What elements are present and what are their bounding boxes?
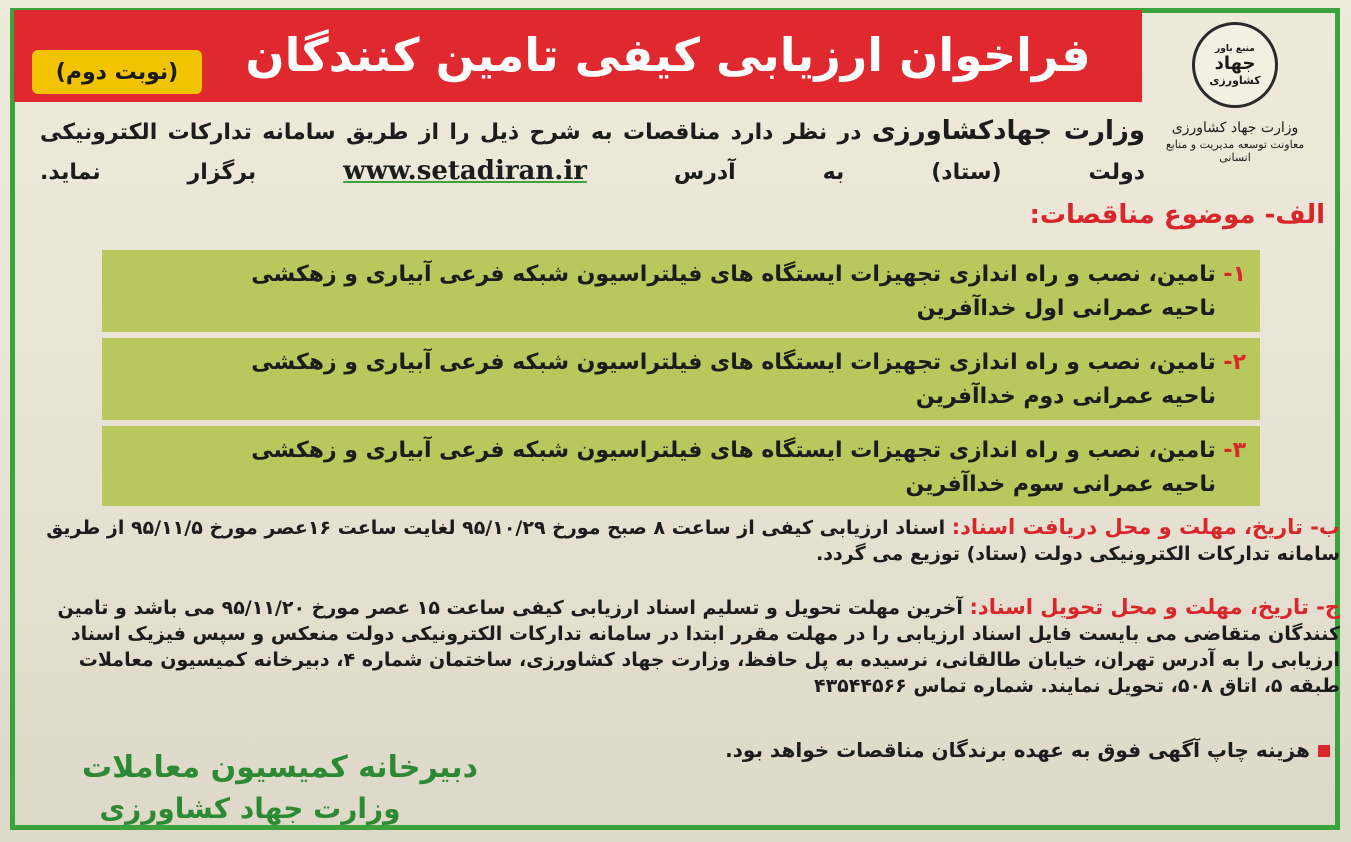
tender-line-2: ناحیه عمرانی دوم خداآفرین [915, 384, 1216, 409]
intro-text-2: برگزار نماید. [40, 160, 344, 185]
tender-item-2 [102, 338, 1260, 420]
logo-sub-text: کشاورزی [1209, 73, 1261, 87]
setad-url-link[interactable]: www.setadiran.ir [343, 156, 587, 186]
signature-line-1: دبیرخانه کمیسیون معاملات [81, 750, 479, 785]
tender-line-2: ناحیه عمرانی سوم خداآفرین [905, 472, 1216, 497]
logo-main-text: جهاد [1214, 52, 1256, 74]
title-band [14, 10, 1142, 102]
tender-item-1 [102, 250, 1260, 332]
tender-number: ۲- [1223, 350, 1246, 375]
logo-top-text: منبع باور [1215, 43, 1255, 54]
intro-lead: وزارت جهادکشاورزی [871, 116, 1145, 146]
tender-item-3 [102, 426, 1260, 506]
cost-note-text: هزینه چاپ آگهی فوق به عهده برندگان مناقصات خواهد بود. [725, 738, 1310, 762]
logo-ministry-name: وزارت جهاد کشاورزی [1171, 120, 1299, 136]
logo-emblem-icon [1192, 22, 1278, 108]
page-title: فراخوان ارزیابی کیفی تامین کنندگان [245, 28, 1091, 82]
intro-paragraph [40, 112, 1145, 192]
tender-line-1 [122, 258, 1246, 292]
ministry-logo [1160, 22, 1310, 202]
logo-department-name: معاونت توسعه مدیریت و منابع انسانی [1165, 138, 1305, 164]
signature-line-2: وزارت جهاد کشاورزی [99, 792, 401, 825]
square-bullet-icon [1318, 745, 1330, 757]
cost-note [680, 738, 1330, 762]
section-c-heading: ج- تاریخ، مهلت و محل تحویل اسناد: [969, 595, 1340, 619]
tender-number: ۳- [1223, 438, 1246, 463]
tender-title: تامین، نصب و راه اندازی تجهیزات ایستگاه های فیلتراسیون شبکه فرعی آبیاری و زهکشی [251, 262, 1216, 287]
section-c [40, 594, 1340, 699]
tender-line-1 [122, 346, 1246, 380]
section-b-text: اسناد ارزیابی کیفی از ساعت ۸ صبح مورخ ۹۵/۱۰/۲۹ لغایت ساعت ۱۶عصر مورخ ۹۵/۱۱/۵ از طریق سامانه تدارکات الکترونیکی دولت (ستاد) توزیع می گردد. [46, 517, 1340, 565]
tender-title: تامین، نصب و راه اندازی تجهیزات ایستگاه های فیلتراسیون شبکه فرعی آبیاری و زهکشی [251, 438, 1216, 463]
intro-text-1: در نظر دارد مناقصات به شرح ذیل را از طریق سامانه تدارکات الکترونیکی دولت (ستاد) به آدرس [40, 120, 1145, 185]
tender-number: ۱- [1223, 262, 1246, 287]
round-badge: (نوبت دوم) [32, 50, 202, 94]
tender-title: تامین، نصب و راه اندازی تجهیزات ایستگاه های فیلتراسیون شبکه فرعی آبیاری و زهکشی [251, 350, 1216, 375]
tender-line-1 [122, 434, 1246, 468]
signature-block [40, 748, 520, 828]
section-b-heading: ب- تاریخ، مهلت و محل دریافت اسناد: [951, 515, 1340, 539]
section-a-heading: الف- موضوع مناقصات: [1029, 200, 1325, 230]
section-c-text: آخرین مهلت تحویل و تسلیم اسناد ارزیابی کیفی ساعت ۱۵ عصر مورخ ۹۵/۱۱/۲۰ می باشد و تامین کنندگان متقاضی می بایست فایل اسناد ارزیابی را در مهلت مقرر ابتدا در سامانه تدارکات الکترونیکی دولت منعکس و سپس فیزیک اسناد ارزیابی را به آدرس تهران، خیابان طالقانی، نرسیده به پل حافظ، وزارت جهاد کشاورزی، ساختمان شماره ۴، دبیرخانه کمیسیون معاملات طبقه ۵، اتاق ۵۰۸، تحویل نمایند. شماره تماس ۴۳۵۴۴۵۶۶ [57, 597, 1340, 697]
tender-line-2: ناحیه عمرانی اول خداآفرین [916, 296, 1216, 321]
section-b [40, 514, 1340, 567]
